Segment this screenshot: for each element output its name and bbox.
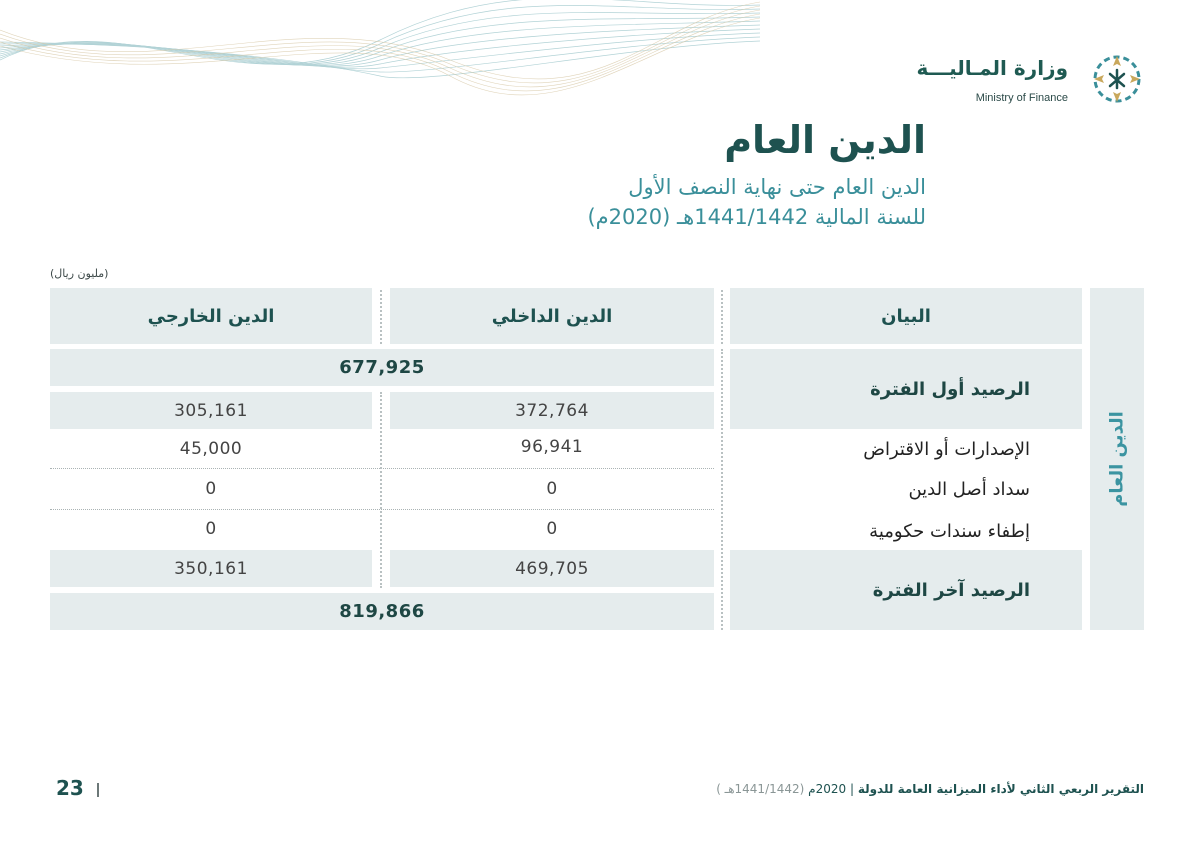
bond-retirement-domestic: 0 [546, 519, 558, 539]
decorative-wave-lines [0, 0, 760, 110]
ministry-logo [916, 48, 1148, 118]
closing-balance-domestic: 469,705 [390, 550, 714, 587]
row-label-principal-repayment: سداد أصل الدين [908, 478, 1030, 500]
page-title: الدين العام [724, 118, 926, 162]
opening-balance-domestic: 372,764 [390, 392, 714, 429]
column-header-item: البيان [730, 288, 1082, 344]
row-label-opening-balance: الرصيد أول الفترة [730, 349, 1082, 429]
opening-balance-external: 305,161 [50, 392, 372, 429]
footer-report-name: التقرير الربعي الثاني لأداء الميزانية العامة للدولة [857, 782, 1144, 796]
row-label-bond-retirement: إطفاء سندات حكومية [869, 520, 1030, 542]
closing-balance-total: 819,866 [50, 593, 714, 630]
side-label-text: الدين العام [1106, 411, 1128, 507]
ministry-name-english: Ministry of Finance [975, 92, 1068, 104]
column-divider [380, 290, 382, 344]
row-label-issuance: الإصدارات أو الاقتراض [863, 438, 1030, 460]
table-side-label [1090, 288, 1144, 630]
page-subtitle [587, 172, 926, 232]
column-divider [721, 349, 723, 630]
row-label-closing-balance: الرصيد آخر الفترة [730, 550, 1082, 630]
issuance-external: 45,000 [179, 439, 243, 459]
issuance-domestic: 96,941 [520, 437, 584, 457]
principal-repayment-external: 0 [205, 479, 217, 499]
closing-balance-external: 350,161 [50, 550, 372, 587]
unit-label: (مليون ريال) [50, 267, 109, 280]
column-header-domestic: الدين الداخلي [390, 288, 714, 344]
footer-year-hijri: (1441/1442هـ ) [716, 782, 809, 796]
row-divider [50, 468, 714, 469]
footer-divider [97, 783, 99, 797]
ministry-name-arabic: وزارة المـاليـــة [916, 56, 1068, 80]
subtitle-line-2: للسنة المالية 1441/1442هـ (2020م) [587, 205, 926, 229]
column-divider [380, 392, 382, 588]
column-divider [721, 290, 723, 344]
page-number: 23 [56, 776, 84, 800]
principal-repayment-domestic: 0 [546, 479, 558, 499]
bond-retirement-external: 0 [205, 519, 217, 539]
footer-year-gregorian: 2020م [808, 782, 847, 796]
subtitle-line-1: الدين العام حتى نهاية النصف الأول [628, 175, 926, 199]
footer-report-title [716, 782, 1144, 796]
opening-balance-total: 677,925 [50, 349, 714, 386]
column-header-external: الدين الخارجي [50, 288, 372, 344]
ministry-emblem-icon [1086, 48, 1148, 110]
footer-separator: | [846, 782, 858, 796]
